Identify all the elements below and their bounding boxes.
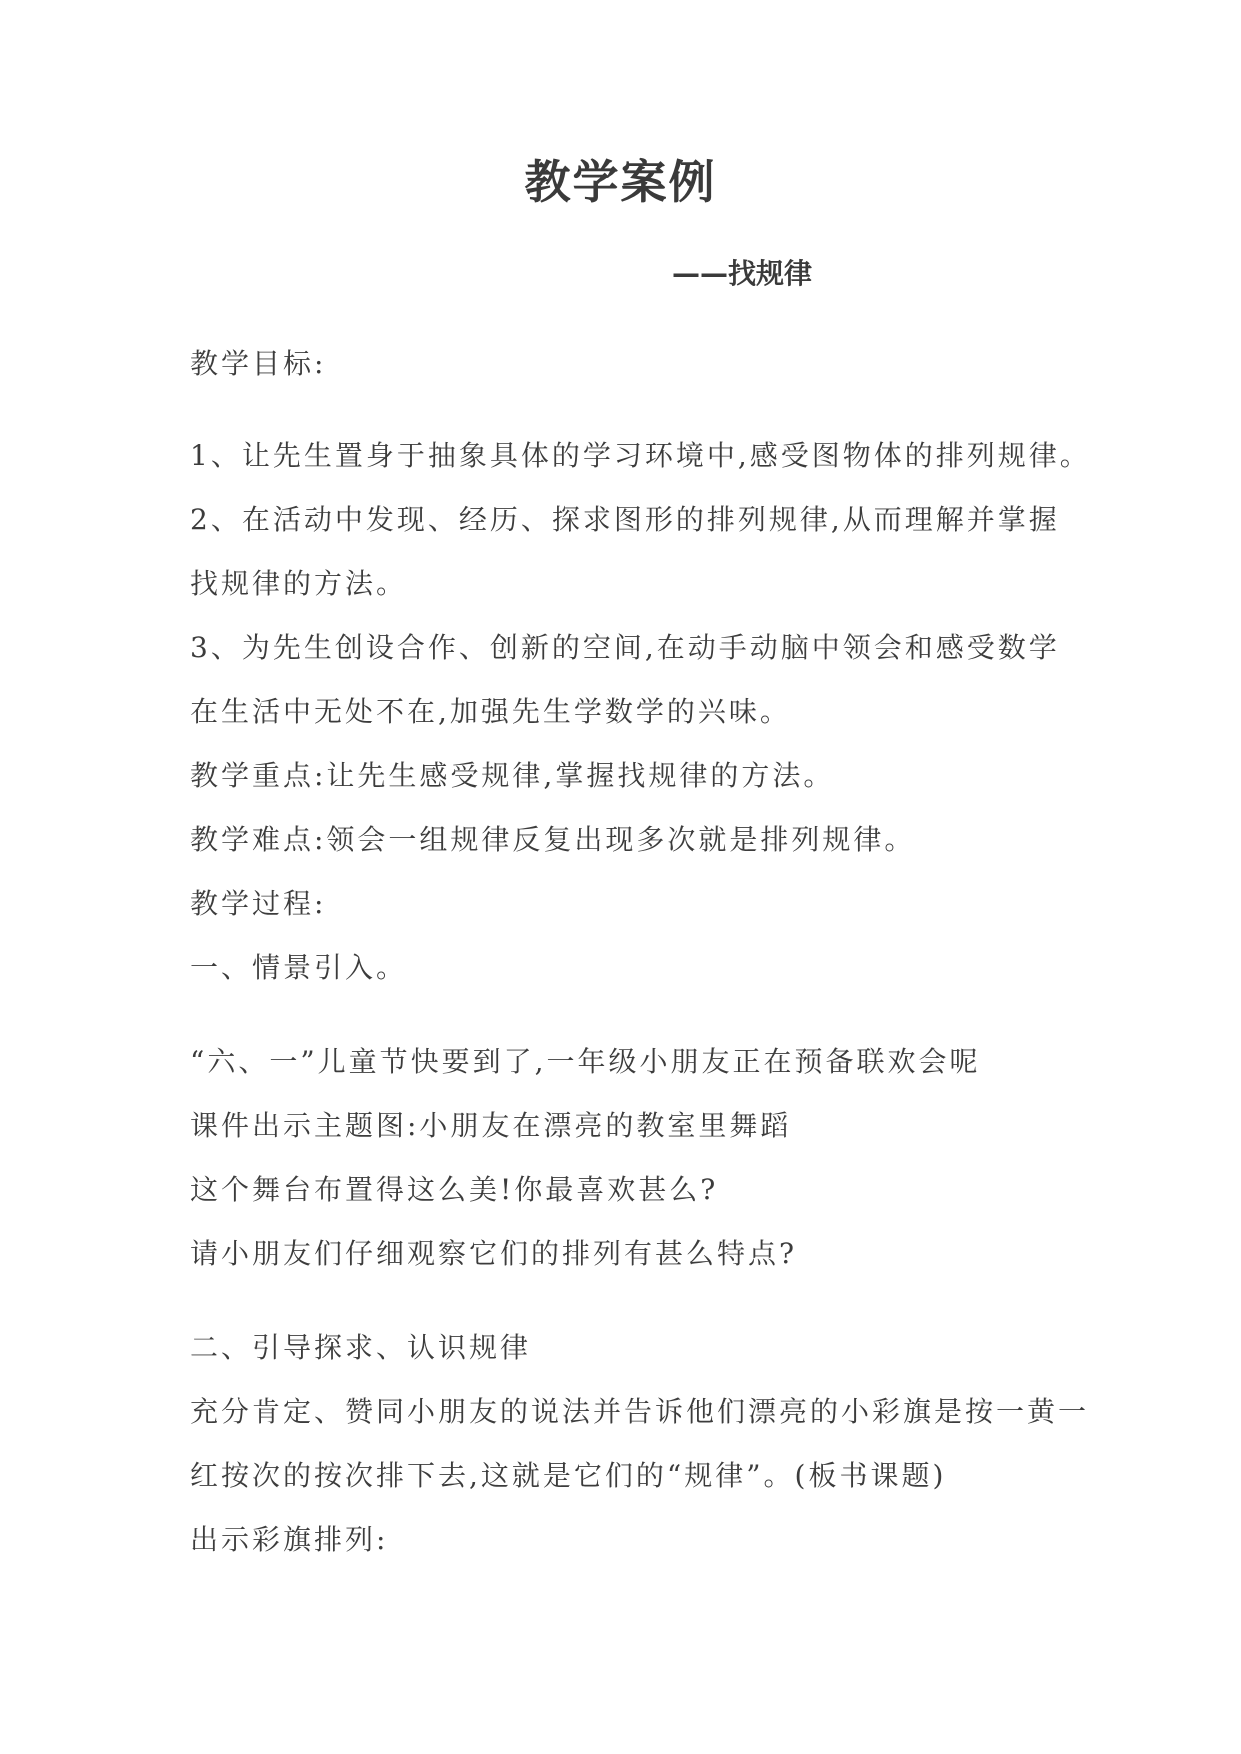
section-heading-objectives: 教学目标: <box>190 347 327 380</box>
step-2-paragraph-1-continued: 红按次的按次排下去,这就是它们的“规律”。(板书课题) <box>190 1459 947 1492</box>
step-1-heading: 一、情景引入。 <box>190 951 408 984</box>
teaching-focus: 教学重点:让先生感受规律,掌握找规律的方法。 <box>190 759 835 792</box>
step-2-paragraph-1: 充分肯定、赞同小朋友的说法并告诉他们漂亮的小彩旗是按一黄一 <box>190 1395 1090 1428</box>
objective-3-continued: 在生活中无处不在,加强先生学数学的兴味。 <box>190 695 791 728</box>
step-2-paragraph-2: 出示彩旗排列: <box>190 1523 389 1556</box>
section-heading-process: 教学过程: <box>190 887 327 920</box>
objective-3: 3、为先生创设合作、创新的空间,在动手动脑中领会和感受数学 <box>190 631 1060 664</box>
document-subtitle: ——找规律 <box>672 257 813 290</box>
step-2-heading: 二、引导探求、认识规律 <box>190 1331 532 1364</box>
step-1-paragraph-1: “六、一”儿童节快要到了,一年级小朋友正在预备联欢会呢 <box>190 1045 981 1078</box>
step-1-paragraph-3: 这个舞台布置得这么美!你最喜欢甚么? <box>190 1173 719 1206</box>
teaching-difficulty: 教学难点:领会一组规律反复出现多次就是排列规律。 <box>190 823 916 856</box>
step-1-paragraph-4: 请小朋友们仔细观察它们的排列有甚么特点? <box>190 1237 798 1270</box>
step-1-paragraph-2: 课件出示主题图:小朋友在漂亮的教室里舞蹈 <box>190 1109 792 1142</box>
objective-2: 2、在活动中发现、经历、探求图形的排列规律,从而理解并掌握 <box>190 503 1060 536</box>
objective-2-continued: 找规律的方法。 <box>190 567 408 600</box>
document-title: 教学案例 <box>524 155 717 209</box>
objective-1: 1、让先生置身于抽象具体的学习环境中,感受图物体的排列规律。 <box>190 439 1091 472</box>
